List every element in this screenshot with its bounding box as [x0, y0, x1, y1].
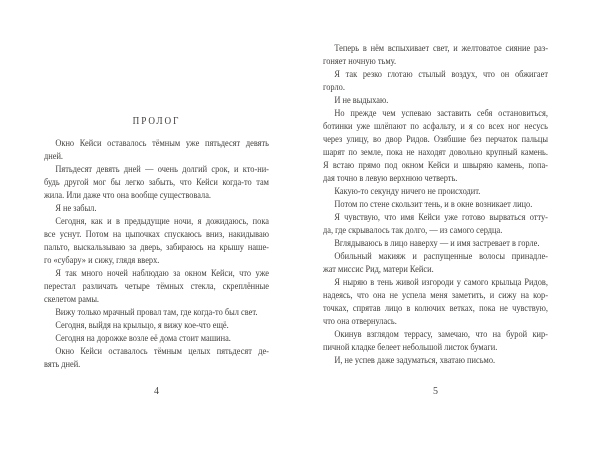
text-line: скелетом рамы.: [44, 294, 100, 305]
text-line: И не выдыхаю.: [334, 95, 389, 106]
text-line: горло.: [323, 82, 345, 93]
text-line: вять дней.: [44, 359, 81, 370]
text-line: пичной кладке белеет небольшой листок бумаги.: [323, 342, 498, 353]
text-line: го «субару» и сижу, глядя вверх.: [44, 255, 160, 266]
page-number-left: 4: [154, 386, 159, 397]
text-line: Обильный макияж и распущенные волосы принадле-: [334, 251, 548, 262]
text-line: через улицу, во двор Ридов. Озябшие без перчаток пальцы: [323, 134, 548, 145]
book-page-left: [44, 115, 269, 371]
text-line: Я ныряю в тень живой изгороди у самого крыльца Ридов,: [334, 277, 548, 288]
chapter-title: ПРОЛОГ: [132, 116, 181, 127]
text-line: шарят по земле, пока не находят довольно крупный камень.: [323, 147, 548, 158]
text-line: точках, спрятав лицо в колючих ветках, пока не чувствую,: [323, 303, 548, 314]
text-line: Я не забыл.: [55, 203, 97, 214]
text-line: дая точно в левую верхнюю четверть.: [323, 173, 458, 184]
text-line: Пятьдесят девять дней — очень долгий срок, и кто-ни-: [55, 164, 269, 175]
text-line: да, где скрывалось так долго, — из самого сердца.: [323, 225, 503, 236]
text-line: Потом по стене скользит тень, и в окне возникает лицо.: [334, 199, 533, 210]
text-line: Сегодня, как и в предыдущие ночи, я дожидаюсь, пока: [55, 216, 269, 227]
text-line: жила. Или даже что она вообще существовала.: [44, 190, 212, 201]
text-line: будь другой мог бы легко забыть, что Кейси когда-то там: [44, 177, 269, 188]
text-line: надеясь, что она не успела меня заметить, и сижу на кор-: [323, 290, 548, 301]
text-line: Сегодня на дорожке возле её дома стоит машина.: [55, 333, 231, 344]
text-line: перестал различать четыре тёмных стекла, скреплённые: [44, 281, 269, 292]
text-line: Вижу только мрачный провал там, где когда-то был свет.: [55, 307, 258, 318]
text-line: Вглядываюсь в лицо наверху — и имя застревает в горле.: [334, 238, 540, 249]
text-line: Окно Кейси оставалось тёмным уже пятьдесят девять: [55, 138, 269, 149]
text-line: все уснут. Потом на цыпочках спускаюсь вниз, накидываю: [44, 229, 269, 240]
text-line: И, не успев даже задуматься, хватаю письмо.: [334, 355, 496, 366]
text-line: Окно Кейси оставалось тёмным целых пятьдесят де-: [55, 346, 269, 357]
left-page-text: [44, 137, 269, 371]
book-page-right: [323, 42, 548, 367]
text-line: Окинув взглядом террасу, замечаю, что на бурой кир-: [334, 329, 548, 340]
text-line: пальто, выскальзываю за дверь, забираюсь на крышу наше-: [44, 242, 269, 253]
text-line: Я так резко глотаю стылый воздух, что он обжигает: [334, 69, 548, 80]
text-line: Сегодня, выйдя на крыльцо, я вижу кое-что ещё.: [55, 320, 229, 331]
text-line: Я чувствую, что имя Кейси уже готово вырваться отту-: [334, 212, 548, 223]
text-line: Какую-то секунду ничего не происходит.: [334, 186, 481, 197]
text-line: ботинки уже шлёпают по асфальту, и я со всех ног несусь: [323, 121, 548, 132]
text-line: Теперь в нём вспыхивает свет, и желтоватое сияние раз-: [334, 43, 548, 54]
text-line: что она отвернулась.: [323, 316, 397, 327]
text-line: Я встаю прямо под окном Кейси и швыряю камень, попа-: [323, 160, 548, 171]
text-line: дней.: [44, 151, 64, 162]
text-line: гоняет ночную тьму.: [323, 56, 397, 67]
right-page-text: [323, 42, 548, 367]
text-line: Я так много ночей наблюдаю за окном Кейси, что уже: [55, 268, 269, 279]
text-line: жат миссис Рид, матери Кейси.: [323, 264, 434, 275]
page-number-right: 5: [433, 386, 438, 397]
text-line: Но прежде чем успеваю заставить себя остановиться,: [334, 108, 548, 119]
